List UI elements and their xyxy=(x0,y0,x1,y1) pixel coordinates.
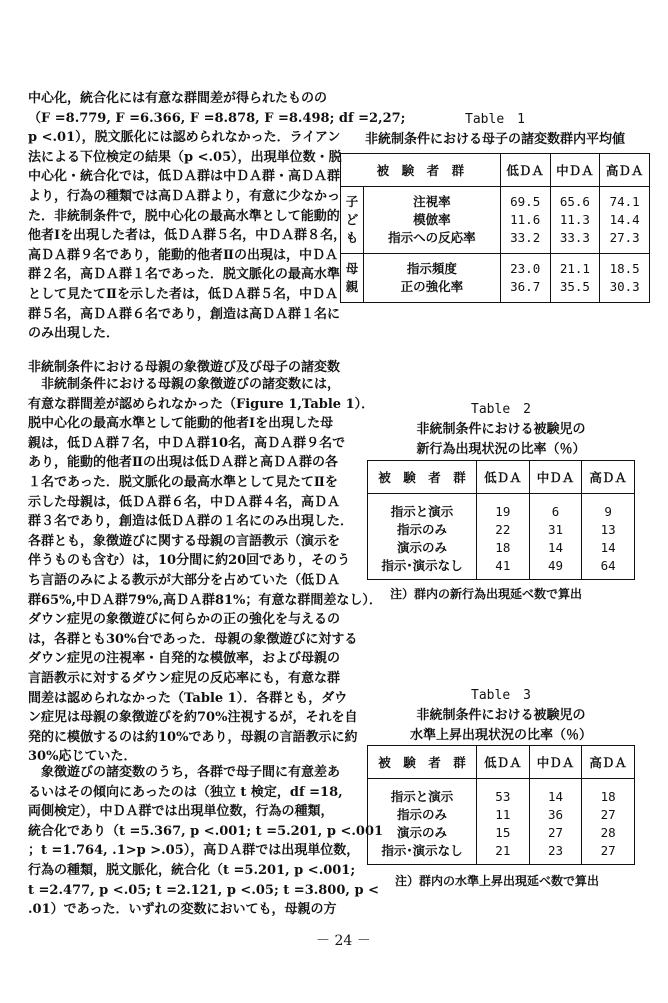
text-line: 高ＤＡ群９名であり，能動的他者Ⅱの出現は，中ＤＡ xyxy=(28,247,338,263)
table3-note: 注）群内の水準上昇出現延べ数で算出 xyxy=(395,874,600,888)
table2-low-column xyxy=(477,494,530,580)
text-line: p <.01），脱文脈化には認められなかった．ライアン xyxy=(28,130,341,146)
table3-cell: 23 xyxy=(547,843,564,858)
text-line: 非統制条件における母親の象徴遊びの諸変数には， xyxy=(28,377,341,392)
table2-cell: 9 xyxy=(604,504,612,519)
text-line: 行為の種類，脱文脈化，統合化（t =5.201, p <.001; xyxy=(28,862,356,878)
table2-title: 非統制条件における被験児の xyxy=(416,422,586,437)
table3-caption xyxy=(367,686,635,746)
table3-cell: 指示と演示 xyxy=(390,789,454,804)
table2-header: 中ＤＡ xyxy=(529,461,582,494)
table2-cell: 64 xyxy=(600,558,616,573)
text-line: 群65%,中ＤＡ群79%,高ＤＡ群81%；有意な群間差なし）． xyxy=(28,592,382,608)
table1-high-values: 18.5 30.3 xyxy=(600,254,650,303)
text-line: ン症児は母親の象徴遊びを約70%注視するが，それを自 xyxy=(28,710,358,726)
table3-cell: 36 xyxy=(547,807,564,822)
table2-cell: 指示と演示 xyxy=(390,504,454,519)
text-line: 中心化・統合化では，低ＤＡ群は中ＤＡ群・高ＤＡ群 xyxy=(28,169,341,185)
table3-cell: 21 xyxy=(495,843,511,858)
table1 xyxy=(340,153,650,303)
table3-cell: 28 xyxy=(600,825,616,840)
table2-cell: 13 xyxy=(600,522,616,537)
text-line: 法による下位検定の結果（p <.05），出現単位数・脱 xyxy=(28,149,342,165)
table1-group-child: 子 ど も xyxy=(345,194,359,245)
text-line: として見たてⅡを示した者は，低ＤＡ群５名，中ＤＡ xyxy=(28,286,338,302)
table2-cell: 6 xyxy=(551,504,560,519)
table3-cell: 27 xyxy=(600,843,616,858)
table3-cell: 指示のみ xyxy=(396,807,447,822)
table3-high-column xyxy=(582,779,635,865)
table2-cell: 31 xyxy=(547,522,564,537)
table3-mid-column xyxy=(529,779,582,865)
table2-title: 新行為出現状況の比率（％） xyxy=(416,442,586,457)
table3-header: 低ＤＡ xyxy=(477,746,530,779)
page-number: － 24 － xyxy=(316,933,371,949)
paragraph-3 xyxy=(28,763,384,920)
table1-label: Table 1 xyxy=(465,112,525,127)
text-line: より，行為の種類では高ＤＡ群より，有意に少なかっ xyxy=(28,188,341,204)
text-line: ち言語のみによる教示が大部分を占めていた（低ＤＡ xyxy=(28,572,341,588)
table2-cell: 49 xyxy=(547,558,564,573)
text-line: 群３名であり，創造は低ＤＡ群の１名にのみ出現した． xyxy=(28,514,354,530)
text-line: ダウン症児の象徴遊びに何らかの正の強化を与えるの xyxy=(28,612,341,628)
text-line: 間差は認められなかった（Table 1）．各群とも，ダウ xyxy=(28,690,348,706)
table2-cell: 指示のみ xyxy=(396,522,447,537)
table1-low-values: 23.0 36.7 xyxy=(500,254,550,303)
text-line: 群５名，高ＤＡ群６名であり，創造は高ＤＡ群１名に xyxy=(28,306,341,322)
text-line: 脱中心化の最高水準として能動的他者Ⅰを出現した母 xyxy=(28,416,334,432)
text-line: 象徴遊びの諸変数のうち，各群で母子間に有意差あ xyxy=(28,765,341,780)
table3-cell: 指示･演示なし xyxy=(381,843,463,858)
text-line: 親は，低ＤＡ群７名，中ＤＡ群10名，高ＤＡ群９名で xyxy=(28,435,346,451)
text-line: 発的に模倣するのは約10%であり，母親の言語教示に約 xyxy=(28,729,358,745)
table2-cell: 19 xyxy=(495,504,511,519)
table1-header: 低ＤＡ xyxy=(500,154,550,187)
table3-cell: 11 xyxy=(495,807,511,822)
table3-cell: 15 xyxy=(495,825,511,840)
text-line: のみ出現した． xyxy=(28,326,120,342)
table2-cell: 指示･演示なし xyxy=(381,558,463,573)
section-heading: 非統制条件における母親の象徴遊び及び母子の諸変数 xyxy=(28,360,341,375)
paragraph-2 xyxy=(28,375,382,767)
table2-cell: 14 xyxy=(547,540,564,555)
table3-cell: 27 xyxy=(600,807,616,822)
table3-title: 水準上昇出現状況の比率（％） xyxy=(409,728,592,743)
table1-header: 高ＤＡ xyxy=(600,154,650,187)
table1-group-mother: 母 親 xyxy=(345,261,359,294)
text-line: 他者Ⅰを出現した者は，低ＤＡ群５名，中ＤＡ群８名， xyxy=(28,228,347,244)
table3-rows-column xyxy=(368,779,477,865)
table3-title: 非統制条件における被験児の xyxy=(416,708,586,723)
table3-cell: 18 xyxy=(600,789,616,804)
table1-row-labels: 注視率 模倣率 指示への反応率 xyxy=(364,187,501,254)
table2-cell: 14 xyxy=(600,540,616,555)
text-line: るいはその傾向にあったのは（独立 t 検定，df =18, xyxy=(28,784,343,800)
table1-high-values: 74.1 14.4 27.3 xyxy=(600,187,650,254)
text-line: （F =8.779, F =6.366, F =8.878, F =8.498; df =2,27; xyxy=(28,110,406,126)
table1-header: 中ＤＡ xyxy=(550,154,600,187)
text-line: た．非統制条件で，脱中心化の最高水準として能動的 xyxy=(28,208,340,224)
table1-low-values: 69.5 11.6 33.2 xyxy=(500,187,550,254)
table2-cell: 18 xyxy=(495,540,511,555)
text-line: は，各群とも30%台であった．母親の象徴遊びに対する xyxy=(28,631,358,647)
text-line: ；t =1.764, .1>p >.05），高ＤＡ群では出現単位数， xyxy=(28,843,360,859)
text-line: あり，能動的他者Ⅱの出現は低ＤＡ群と高ＤＡ群の各 xyxy=(28,455,338,471)
table3-label: Table 3 xyxy=(471,688,531,703)
table3-header: 高ＤＡ xyxy=(582,746,635,779)
table3-cell: 演示のみ xyxy=(396,825,447,840)
table1-title: 非統制条件における母子の諸変数群内平均値 xyxy=(364,132,625,147)
table2-caption xyxy=(367,400,635,460)
table2-cell: 41 xyxy=(495,558,511,573)
text-line: .01）であった．いずれの変数においても，母親の方 xyxy=(28,902,337,918)
text-line: 各群とも，象徴遊びに関する母親の言語教示（演示を xyxy=(28,533,341,549)
text-line: 30%応じていた． xyxy=(28,749,137,765)
text-line: 有意な群間差が認められなかった（Figure 1,Table 1）． xyxy=(28,396,375,412)
table3-header: 被 験 者 群 xyxy=(368,746,477,779)
table3-cell: 14 xyxy=(547,789,564,804)
table1-mid-values: 65.6 11.3 33.3 xyxy=(550,187,600,254)
text-line: 伴うものも含む）は，10分間に約20回であり，そのう xyxy=(28,553,351,569)
table2 xyxy=(367,460,635,580)
text-line: 群２名，高ＤＡ群１名であった．脱文脈化の最高水準 xyxy=(28,267,340,283)
table1-mid-values: 21.1 35.5 xyxy=(550,254,600,303)
table1-caption xyxy=(340,110,650,150)
table2-cell: 演示のみ xyxy=(396,540,447,555)
text-line: 統合化であり（t =5.367, p <.001; t =5.201, p <.001 xyxy=(28,823,384,839)
table2-cell: 22 xyxy=(495,522,511,537)
text-line: １名であった．脱文脈化の最高水準として見たてⅡを xyxy=(28,474,338,490)
table2-header: 被 験 者 群 xyxy=(368,461,477,494)
table2-header: 高ＤＡ xyxy=(582,461,635,494)
table3-header: 中ＤＡ xyxy=(529,746,582,779)
table2-mid-column xyxy=(529,494,582,580)
table1-header: 被 験 者 群 xyxy=(341,154,501,187)
table2-label: Table 2 xyxy=(471,402,531,417)
table3-low-column xyxy=(477,779,530,865)
table2-rows-column xyxy=(368,494,477,580)
table2-high-column xyxy=(582,494,635,580)
text-line: ダウン症児の注視率・自発的な模倣率，および母親の xyxy=(28,651,341,667)
text-line: 言語教示に対するダウン症児の反応率にも，有意な群 xyxy=(28,670,341,686)
text-line: t =2.477, p <.05; t =2.121, p <.05; t =3.800, p < xyxy=(28,882,379,898)
table3-cell: 27 xyxy=(547,825,564,840)
table2-header: 低ＤＡ xyxy=(477,461,530,494)
table3-cell: 53 xyxy=(495,789,511,804)
text-line: 両側検定），中ＤＡ群では出現単位数，行為の種類， xyxy=(28,804,334,820)
text-line: 中心化，統合化には有意な群間差が得られたものの xyxy=(28,91,328,106)
table1-row-labels: 指示頻度 正の強化率 xyxy=(364,254,501,303)
text-line: 示した母親は，低ＤＡ群６名，中ＤＡ群４名，高ＤＡ xyxy=(28,494,341,510)
table3 xyxy=(367,745,635,865)
table2-note: 注）群内の新行為出現延べ数で算出 xyxy=(390,587,583,601)
